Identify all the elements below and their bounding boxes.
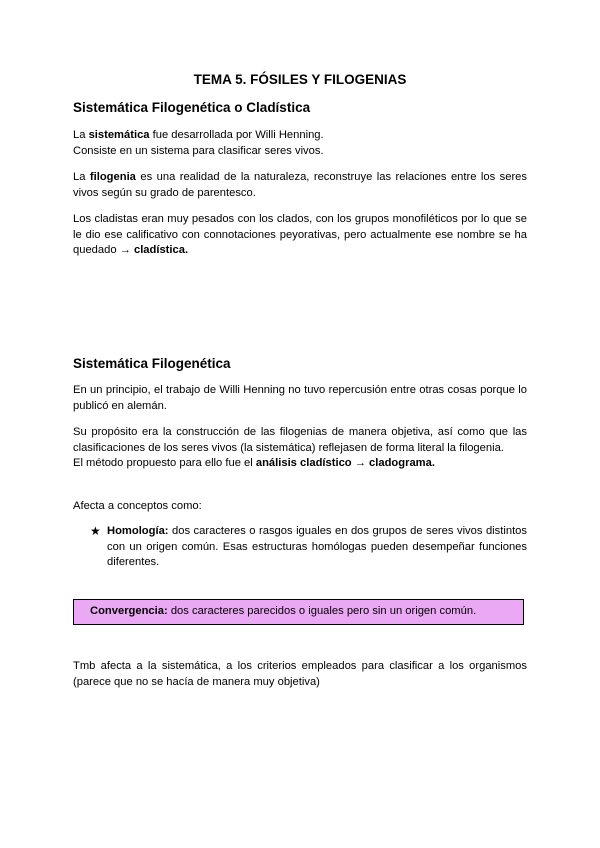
paragraph-cladistas: Los cladistas eran muy pesados con los clados, con los grupos monofiléticos por lo que se le dio ese calificativo con connotaciones peyorativas, pero actualmente ese nombre se ha quedado → cladística. bbox=[73, 213, 527, 257]
convergencia-box: Convergencia: dos caracteres parecidos o iguales pero sin un origen común. bbox=[73, 599, 524, 625]
paragraph-afecta: Afecta a conceptos como: bbox=[73, 500, 202, 512]
paragraph-proposito: Su propósito era la construcción de las filogenias de manera objetiva, así como que las clasificaciones de los seres vivos (la sistemática) reflejasen de forma literal la filogenia. El método propuesto para ello fue el análisis cladístico → cladograma. bbox=[73, 426, 527, 470]
paragraph-filogenia: La filogenia es una realidad de la naturaleza, reconstruye las relaciones entre los seres vivos según su grado de parentesco. bbox=[73, 171, 527, 199]
section-heading-cladistica: Sistemática Filogenética o Cladística bbox=[73, 100, 311, 115]
paragraph-sistematica: La sistemática fue desarrollada por Willi Henning. Consiste en un sistema para clasificar seres vivos. bbox=[73, 129, 324, 157]
section-heading-filogenetica: Sistemática Filogenética bbox=[73, 356, 231, 371]
star-bullet-icon: ★ bbox=[90, 524, 101, 538]
paragraph-tmb: Tmb afecta a la sistemática, a los criterios empleados para clasificar a los organismos (parece que no se hacía de manera muy objetiva) bbox=[73, 660, 527, 688]
page-title: TEMA 5. FÓSILES Y FILOGENIAS bbox=[193, 72, 407, 87]
bullet-homologia: Homología: dos caracteres o rasgos iguales en dos grupos de seres vivos distintos con un origen común. Esas estructuras homólogas pueden desempeñar funciones diferentes. bbox=[107, 525, 527, 569]
paragraph-principio: En un principio, el trabajo de Willi Henning no tuvo repercusión entre otras cosas porque lo publicó en alemán. bbox=[73, 384, 527, 412]
